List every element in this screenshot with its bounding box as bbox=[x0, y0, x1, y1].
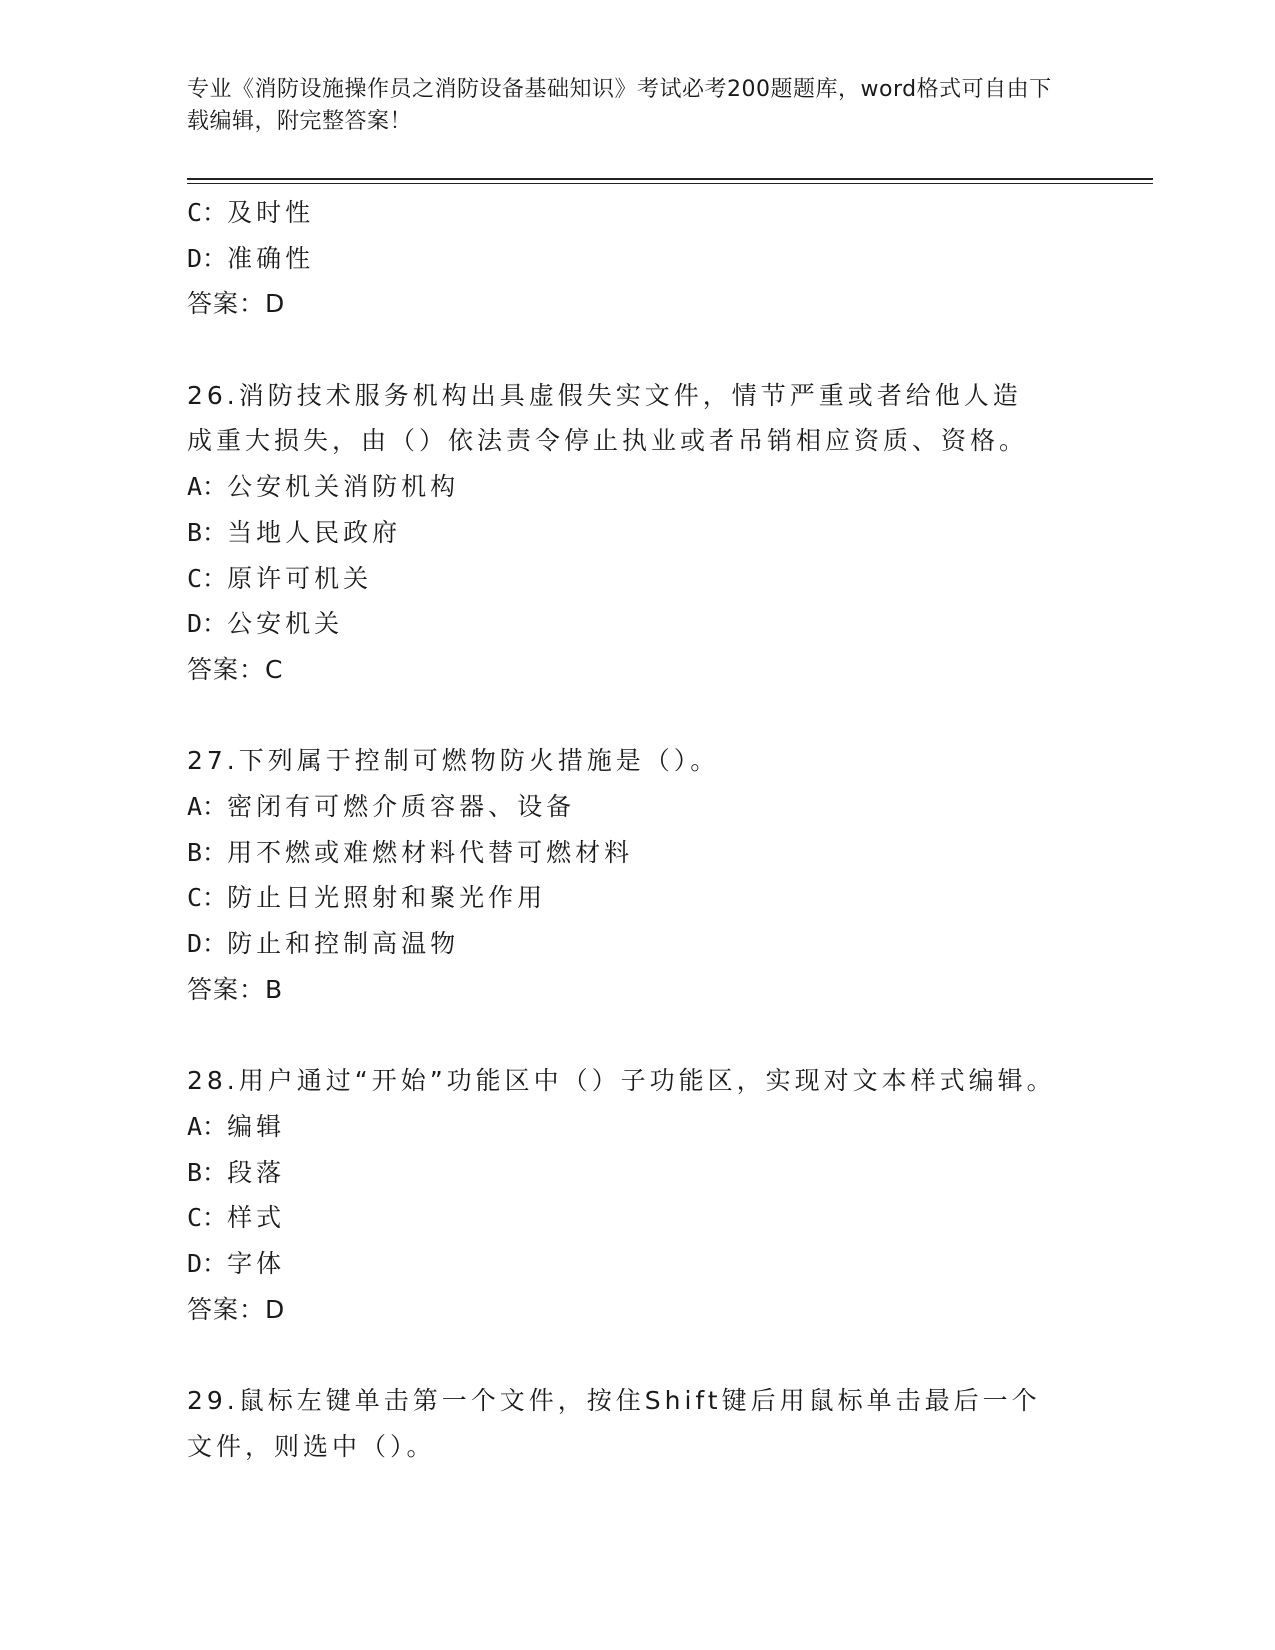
option-line bbox=[187, 1195, 1087, 1241]
option-text: 防止日光照射和聚光作用 bbox=[227, 883, 547, 913]
option-label: A： bbox=[187, 472, 228, 502]
spacer bbox=[187, 1012, 1087, 1058]
answer-line: 答案：D bbox=[187, 289, 286, 319]
option-text: 字体 bbox=[227, 1248, 286, 1278]
option-line bbox=[187, 236, 1087, 282]
question-stem: 29.鼠标左键单击第一个文件，按住Shift键后用鼠标单击最后一个文件，则选中（）。 bbox=[187, 1385, 1041, 1461]
spacer bbox=[187, 693, 1087, 739]
answer-line: 答案：D bbox=[187, 1294, 286, 1324]
option-label: C： bbox=[187, 563, 228, 593]
option-label: C： bbox=[187, 1203, 228, 1233]
option-line bbox=[187, 875, 1087, 921]
answer-line: 答案：C bbox=[187, 654, 284, 684]
option-text: 准确性 bbox=[227, 243, 315, 273]
option-line bbox=[187, 1104, 1087, 1150]
option-label: C： bbox=[187, 198, 228, 227]
option-label: D： bbox=[187, 243, 228, 273]
option-text: 公安机关消防机构 bbox=[227, 472, 460, 502]
option-text: 公安机关 bbox=[227, 609, 344, 639]
option-line bbox=[187, 190, 1087, 236]
question-content bbox=[187, 190, 1087, 1469]
option-label: B： bbox=[187, 517, 228, 547]
option-text: 及时性 bbox=[227, 198, 315, 227]
option-text: 样式 bbox=[227, 1203, 286, 1233]
question-stem: 28.用户通过“开始”功能区中（）子功能区，实现对文本样式编辑。 bbox=[187, 1066, 1056, 1096]
answer-line: 答案：B bbox=[187, 974, 284, 1004]
spacer bbox=[187, 327, 1087, 373]
header-divider-thin bbox=[187, 183, 1153, 184]
option-text: 段落 bbox=[227, 1157, 286, 1187]
option-line bbox=[187, 1241, 1087, 1287]
option-line bbox=[187, 784, 1087, 830]
option-line bbox=[187, 510, 1087, 556]
option-text: 用不燃或难燃材料代替可燃材料 bbox=[227, 837, 634, 867]
option-line bbox=[187, 1150, 1087, 1196]
option-label: A： bbox=[187, 1111, 228, 1141]
option-line bbox=[187, 921, 1087, 967]
question-stem: 27.下列属于控制可燃物防火措施是（）。 bbox=[187, 746, 720, 776]
option-label: D： bbox=[187, 929, 228, 959]
option-text: 防止和控制高温物 bbox=[227, 929, 460, 959]
option-label: B： bbox=[187, 1157, 228, 1187]
option-label: D： bbox=[187, 1248, 228, 1278]
option-line bbox=[187, 830, 1087, 876]
option-text: 当地人民政府 bbox=[227, 517, 402, 547]
option-line bbox=[187, 601, 1087, 647]
question-stem: 26.消防技术服务机构出具虚假失实文件，情节严重或者给他人造成重大损失，由（）依法责令停止执业或者吊销相应资质、资格。 bbox=[187, 380, 1029, 456]
option-text: 编辑 bbox=[227, 1111, 286, 1141]
option-label: B： bbox=[187, 837, 228, 867]
option-line bbox=[187, 464, 1087, 510]
option-label: D： bbox=[187, 609, 228, 639]
option-label: C： bbox=[187, 883, 228, 913]
header-divider-thick bbox=[187, 178, 1153, 180]
option-text: 密闭有可燃介质容器、设备 bbox=[227, 791, 576, 821]
option-text: 原许可机关 bbox=[227, 563, 373, 593]
spacer bbox=[187, 1332, 1087, 1378]
option-label: A： bbox=[187, 791, 228, 821]
document-header-title: 专业《消防设施操作员之消防设备基础知识》考试必考200题题库，word格式可自由下载编辑，附完整答案！ bbox=[187, 77, 1052, 134]
option-line bbox=[187, 556, 1087, 602]
